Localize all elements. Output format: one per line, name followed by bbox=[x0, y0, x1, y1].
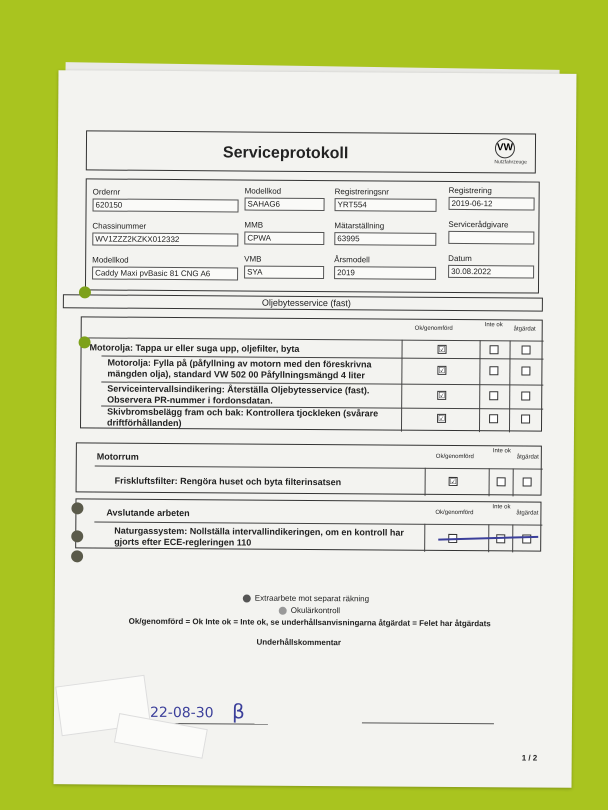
vmb-value: SYA bbox=[244, 266, 324, 280]
page-title: Serviceprotokoll bbox=[222, 144, 349, 163]
olje-row-4-text: Skivbromsbelägg fram och bak: Kontrollera tjockleken (svårare driftförhållanden) bbox=[107, 406, 379, 429]
avslutande-col-inte-ok: Inte ok bbox=[492, 504, 511, 511]
binder-hole bbox=[79, 336, 91, 348]
field-ordernr: Ordernr 620150 bbox=[93, 187, 239, 212]
field-servicerådgivare: Servicerådgivare bbox=[448, 220, 534, 245]
avslutande-row-1-text: Naturgassystem: Nollställa intervallindikeringen, om en kontroll har gjorts efter ECE-regleringen 110 bbox=[114, 525, 404, 548]
service-protocol-page bbox=[54, 70, 577, 788]
olje-row-4-inte-ok-checkbox[interactable] bbox=[489, 414, 498, 423]
registrering-value: 2019-06-12 bbox=[449, 197, 535, 211]
extra-work-line: Extraarbete mot separat räkning bbox=[243, 594, 369, 604]
ordernr-value: 620150 bbox=[93, 198, 239, 212]
chassi-value: WV1ZZZ2KZKX012332 bbox=[92, 232, 238, 246]
modellkod-value: SAHAG6 bbox=[245, 198, 325, 212]
motorrum-divider bbox=[513, 468, 514, 496]
motorrum-col-inte-ok: Inte ok bbox=[492, 448, 511, 455]
olje-col-ok: Ok/genomförd bbox=[414, 325, 453, 332]
olje-row-1-text: Motorolja: Tappa ur eller suga upp, oljefilter, byta bbox=[89, 342, 300, 354]
olje-row-2-atgardat-checkbox[interactable] bbox=[521, 366, 530, 375]
matarstallning-value: 63995 bbox=[334, 232, 436, 246]
binder-hole bbox=[71, 530, 83, 542]
olje-row-4-atgardat-checkbox[interactable] bbox=[521, 414, 530, 423]
legend-line: Ok/genomförd = Ok Inte ok = Inte ok, se underhållsanvisningarna åtgärdat = Felet har åtgärdats bbox=[128, 616, 491, 629]
olje-divider bbox=[401, 340, 403, 432]
motorrum-row-1-ok-checkbox[interactable]: ☑ bbox=[449, 476, 457, 486]
motorrum-row-1-atgardat-checkbox[interactable] bbox=[523, 477, 532, 486]
olje-section-title: Oljebytesservice (fast) bbox=[261, 297, 351, 309]
radgivare-value bbox=[448, 231, 534, 245]
okular-line: Okulärkontroll bbox=[279, 606, 340, 615]
handwritten-date: 22-08-30 bbox=[149, 704, 214, 722]
olje-divider bbox=[479, 340, 481, 432]
motorrum-title: Motorrum bbox=[96, 451, 139, 462]
olje-col-atgardat: åtgärdat bbox=[513, 326, 536, 333]
page-number: 1 / 2 bbox=[521, 753, 538, 763]
motorrum-col-atgardat: åtgärdat bbox=[516, 454, 539, 461]
olje-col-inte-ok: Inte ok bbox=[484, 322, 503, 329]
circle-dot-icon bbox=[279, 607, 287, 615]
comment-heading: Underhållskommentar bbox=[256, 637, 342, 648]
field-vmb: VMB SYA bbox=[244, 255, 324, 280]
record-dot-icon bbox=[243, 594, 251, 602]
modell-value: Caddy Maxi pvBasic 81 CNG A6 bbox=[92, 266, 238, 280]
olje-row-1-atgardat-checkbox[interactable] bbox=[522, 345, 531, 354]
olje-row-3-ok-checkbox[interactable]: ☑ bbox=[438, 390, 446, 400]
olje-row-2-inte-ok-checkbox[interactable] bbox=[489, 366, 498, 375]
binder-hole bbox=[71, 550, 83, 562]
olje-row-1-inte-ok-checkbox[interactable] bbox=[490, 345, 499, 354]
motorrum-table bbox=[76, 442, 542, 495]
olje-row-3-atgardat-checkbox[interactable] bbox=[521, 391, 530, 400]
field-matarstallning: Mätarställning 63995 bbox=[334, 221, 436, 246]
olje-row-3-inte-ok-checkbox[interactable] bbox=[489, 391, 498, 400]
motorrum-row-1-text: Friskluftsfilter: Rengöra huset och byta filterinsatsen bbox=[114, 475, 342, 488]
motorrum-col-ok: Ok/genomförd bbox=[435, 453, 474, 461]
table-row bbox=[95, 465, 543, 469]
olje-row-2-text: Motorolja: Fylla på (påfyllning av motorn med den föreskrivna mängden olja), standard VW 502 00 Påfyllningsmängd 4 liter bbox=[107, 357, 372, 381]
field-registrering: Registrering 2019-06-12 bbox=[449, 186, 535, 211]
motorrum-divider bbox=[425, 468, 426, 496]
olje-row-3-text: Serviceintervallsindikering: Återställa Oljebytesservice (fast). Observera PR-nummer i fordonsdatan. bbox=[107, 383, 370, 406]
datum-value: 30.08.2022 bbox=[448, 265, 534, 279]
olje-row-1-ok-checkbox[interactable]: ☑ bbox=[438, 344, 446, 354]
field-regnr: Registreringsnr YRT554 bbox=[335, 187, 437, 212]
binder-hole bbox=[79, 286, 91, 298]
avslutande-col-atgardat: åtgärdat bbox=[516, 510, 539, 517]
motorrum-divider bbox=[489, 468, 490, 496]
vw-logo-icon: VW bbox=[495, 138, 515, 158]
field-mmb: MMB CPWA bbox=[244, 221, 324, 246]
binder-hole bbox=[71, 502, 83, 514]
avslutande-col-ok: Ok/genomförd bbox=[435, 509, 474, 517]
regnr-value: YRT554 bbox=[335, 198, 437, 212]
title-box bbox=[86, 130, 536, 173]
field-datum: Datum 30.08.2022 bbox=[448, 254, 534, 279]
olje-divider bbox=[509, 340, 511, 432]
signature-line bbox=[362, 722, 494, 724]
vehicle-info-box bbox=[85, 178, 540, 293]
brand-subtitle: Nutzfahrzeuge bbox=[494, 159, 527, 166]
field-modell: Modellkod Caddy Maxi pvBasic 81 CNG A6 bbox=[92, 255, 238, 280]
olje-row-4-ok-checkbox[interactable]: ☑ bbox=[438, 413, 446, 423]
olje-table bbox=[80, 316, 543, 431]
olje-row-2-ok-checkbox[interactable]: ☑ bbox=[438, 365, 446, 375]
avslutande-divider bbox=[424, 524, 425, 552]
mmb-value: CPWA bbox=[244, 232, 324, 246]
avslutande-table bbox=[75, 498, 541, 551]
field-modellkod: Modellkod SAHAG6 bbox=[245, 187, 325, 212]
field-chassi: Chassinummer WV1ZZZ2KZKX012332 bbox=[92, 221, 238, 246]
olje-section-header bbox=[63, 294, 543, 311]
handwritten-initials: β bbox=[231, 699, 245, 724]
arsmodell-value: 2019 bbox=[334, 266, 436, 280]
avslutande-title: Avslutande arbeten bbox=[106, 507, 190, 519]
field-arsmodell: Årsmodell 2019 bbox=[334, 255, 436, 280]
motorrum-row-1-inte-ok-checkbox[interactable] bbox=[497, 477, 506, 486]
table-row bbox=[82, 337, 544, 341]
